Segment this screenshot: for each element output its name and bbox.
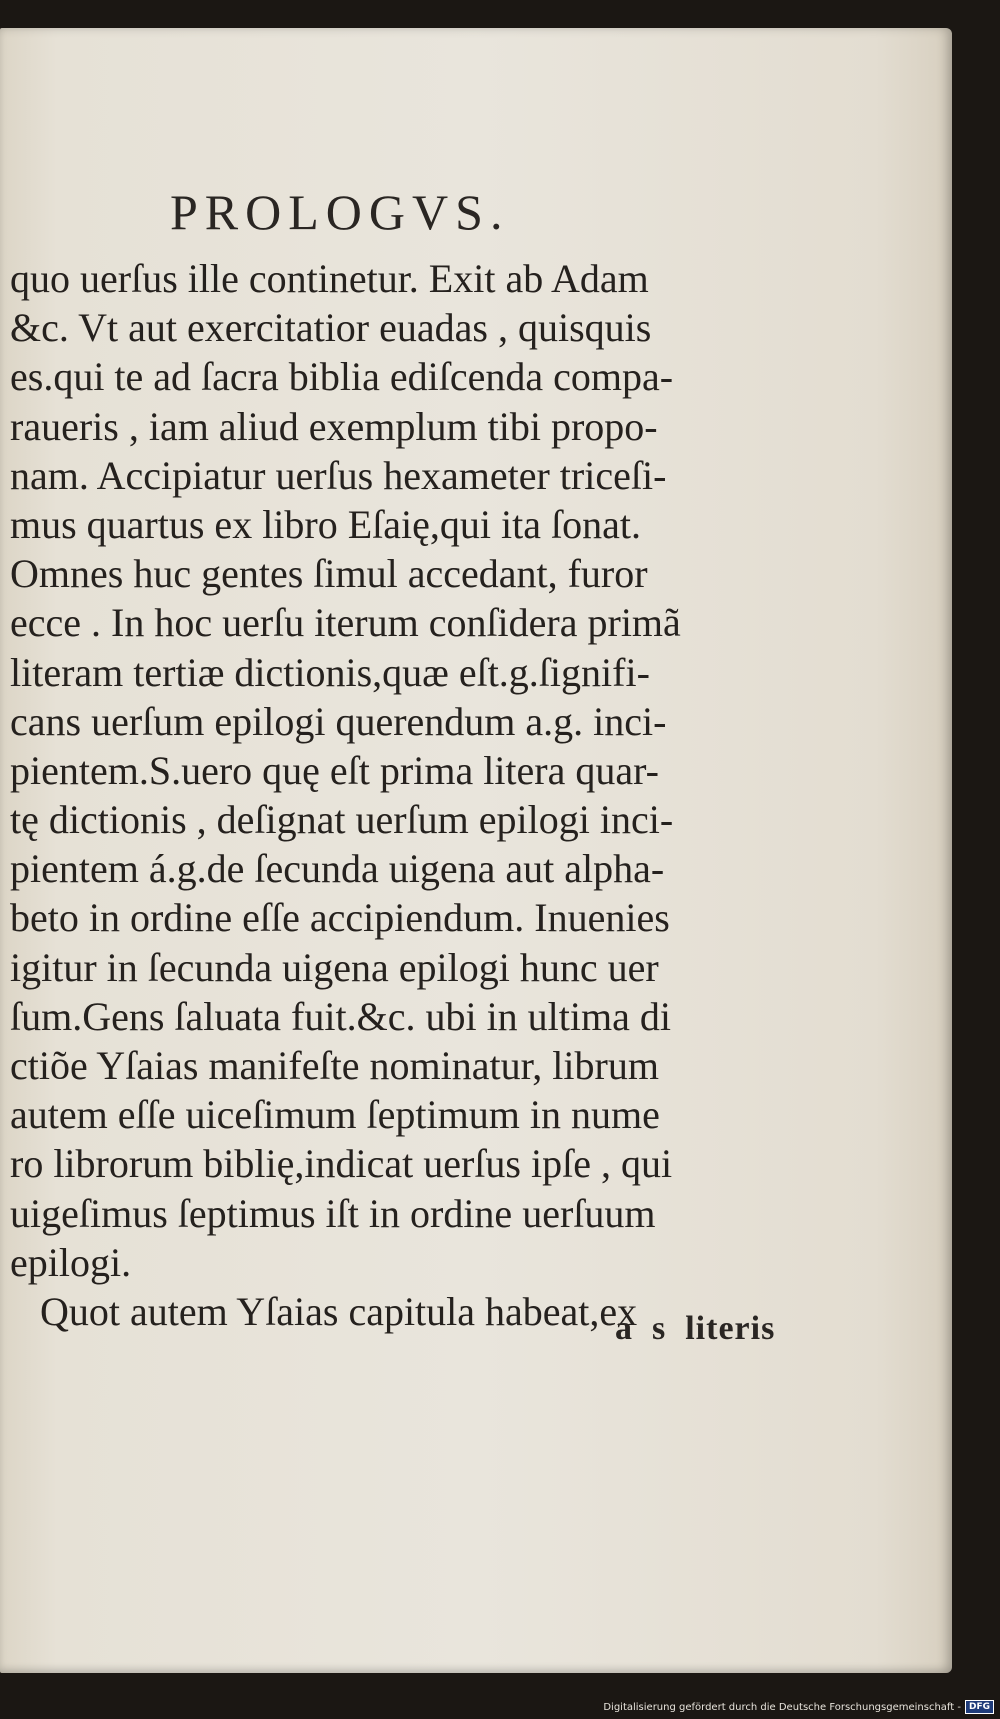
digitization-credit [603,1700,994,1714]
credit-text: Digitalisierung gefördert durch die Deutsche Forschungsgemeinschaft - [603,1701,961,1713]
text-line: ecce . In hoc uerſu iterum conſidera primã [10,600,681,646]
text-line: nam. Accipiatur uerſus hexameter triceſi- [10,452,667,498]
text-line: quo uerſus ille continetur. Exit ab Adam [10,256,649,301]
dfg-logo: DFG [965,1700,994,1714]
running-head: PROLOGVS. [170,184,510,240]
text-line: ſum.Gens ſaluata fuit.&c. ubi in ultima di [10,993,671,1039]
text-line: ro librorum biblię,indicat uerſus ipſe , qui [10,1141,673,1187]
text-line: literam tertiæ dictionis,quæ eſt.g.ſignifi- [10,649,650,695]
text-line: pientem á.g.de ſecunda uigena aut alpha- [10,846,665,892]
catchword: a s literis [615,1310,776,1347]
text-line: epilogi. [10,1239,132,1285]
text-line: igitur in ſecunda uigena epilogi hunc uer [10,944,659,990]
text-line: raueris , iam aliud exemplum tibi propo- [10,403,658,449]
text-line: autem eſſe uiceſimum ſeptimum in nume [10,1092,660,1138]
text-line: uigeſimus ſeptimus iſt in ordine uerſuum [10,1190,656,1236]
text-line: tę dictionis , deſignat uerſum epilogi inci- [10,797,674,843]
body-text [10,254,800,1336]
text-line: es.qui te ad ſacra biblia ediſcenda compa- [10,354,674,400]
text-line: Quot autem Yſaias capitula habeat,ex [10,1288,638,1334]
text-line: cans uerſum epilogi querendum a.g. inci- [10,698,667,744]
text-line: ctiõe Yſaias manifeſte nominatur, librum [10,1043,659,1088]
text-line: pientem.S.uero quę eſt prima litera quar- [10,747,659,793]
text-line: &c. Vt aut exercitatior euadas , quisquis [10,305,652,351]
book-page [0,28,952,1673]
text-line: Omnes huc gentes ſimul accedant, furor [10,551,648,597]
text-line: beto in ordine eſſe accipiendum. Inuenies [10,895,670,941]
text-line: mus quartus ex libro Eſaię,qui ita ſonat. [10,501,641,547]
